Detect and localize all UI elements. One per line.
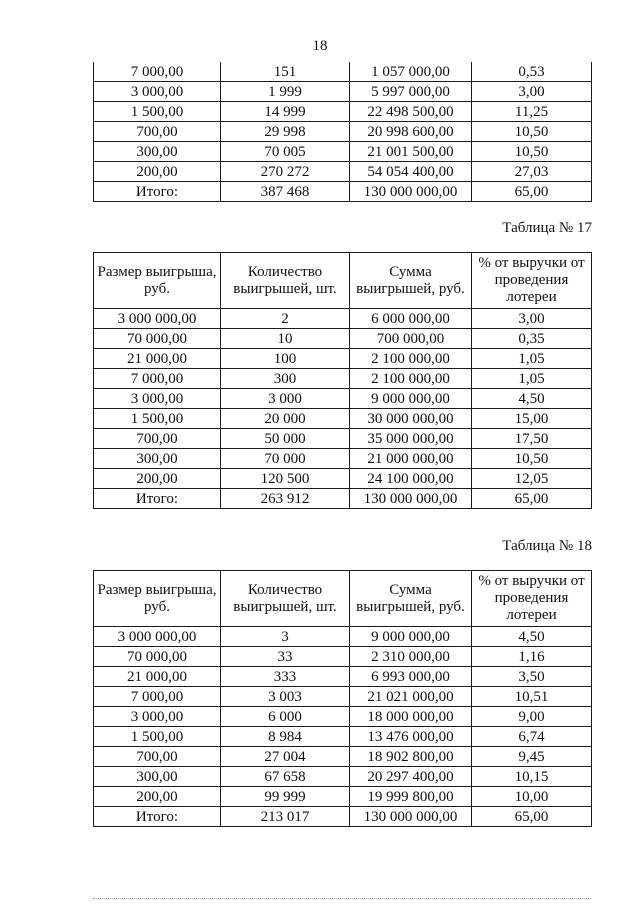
cell-prize-count: 270 272 (221, 162, 350, 182)
cell-revenue-percent: 3,00 (472, 309, 592, 329)
cell-prize-sum: 130 000 000,00 (350, 489, 472, 509)
table-row (94, 787, 592, 807)
cell-prize-count: 29 998 (221, 122, 350, 142)
cell-revenue-percent: 4,50 (472, 389, 592, 409)
table-row (94, 122, 592, 142)
header-revenue-percent: % от выручки от проведения лотереи (472, 253, 592, 309)
cell-prize-size: Итого: (94, 807, 221, 827)
cell-revenue-percent: 27,03 (472, 162, 592, 182)
cell-prize-count: 3 000 (221, 389, 350, 409)
cell-revenue-percent: 3,50 (472, 667, 592, 687)
cell-prize-size: 300,00 (94, 449, 221, 469)
cell-prize-size: Итого: (94, 182, 221, 202)
cell-revenue-percent: 12,05 (472, 469, 592, 489)
cell-prize-size: 1 500,00 (94, 727, 221, 747)
prize-table-18 (93, 570, 592, 827)
table-row (94, 329, 592, 349)
cell-prize-count: 14 999 (221, 102, 350, 122)
header-revenue-percent: % от выручки от проведения лотереи (472, 571, 592, 627)
cell-prize-sum: 9 000 000,00 (350, 627, 472, 647)
cell-revenue-percent: 65,00 (472, 489, 592, 509)
cell-prize-sum: 2 100 000,00 (350, 369, 472, 389)
cell-prize-count: 6 000 (221, 707, 350, 727)
prize-table-continued-body (94, 62, 592, 202)
header-prize-count: Количество выигрышей, шт. (221, 571, 350, 627)
cell-prize-count: 213 017 (221, 807, 350, 827)
cell-revenue-percent: 1,05 (472, 369, 592, 389)
cell-prize-count: 33 (221, 647, 350, 667)
table-row (94, 409, 592, 429)
table-header-row (94, 571, 592, 627)
page-number: 18 (312, 38, 328, 54)
prize-table-17-body (94, 309, 592, 509)
cell-prize-count: 99 999 (221, 787, 350, 807)
cell-prize-size: 21 000,00 (94, 349, 221, 369)
table-row (94, 369, 592, 389)
table-17-caption: Таблица № 17 (502, 220, 592, 236)
cell-prize-sum: 9 000 000,00 (350, 389, 472, 409)
cell-prize-sum: 21 000 000,00 (350, 449, 472, 469)
header-prize-size: Размер выигрыша, руб. (94, 253, 221, 309)
cell-prize-size: 300,00 (94, 142, 221, 162)
cell-prize-sum: 21 001 500,00 (350, 142, 472, 162)
cell-prize-sum: 1 057 000,00 (350, 62, 472, 82)
cell-prize-count: 100 (221, 349, 350, 369)
table-total-row (94, 489, 592, 509)
cell-revenue-percent: 15,00 (472, 409, 592, 429)
cell-prize-count: 1 999 (221, 82, 350, 102)
cell-prize-count: 3 (221, 627, 350, 647)
cell-prize-size: 700,00 (94, 429, 221, 449)
prize-table-continued (93, 62, 592, 202)
table-row (94, 349, 592, 369)
cell-prize-sum: 20 297 400,00 (350, 767, 472, 787)
cell-prize-count: 263 912 (221, 489, 350, 509)
table-row (94, 469, 592, 489)
table-row (94, 389, 592, 409)
cell-prize-sum: 2 100 000,00 (350, 349, 472, 369)
cell-prize-count: 300 (221, 369, 350, 389)
cell-revenue-percent: 4,50 (472, 627, 592, 647)
cell-prize-size: 200,00 (94, 469, 221, 489)
table-row (94, 142, 592, 162)
cell-prize-count: 70 005 (221, 142, 350, 162)
table-18-caption: Таблица № 18 (502, 538, 592, 554)
cell-prize-size: 700,00 (94, 747, 221, 767)
cell-prize-count: 27 004 (221, 747, 350, 767)
cell-prize-sum: 6 993 000,00 (350, 667, 472, 687)
cell-prize-count: 20 000 (221, 409, 350, 429)
cell-prize-size: 21 000,00 (94, 667, 221, 687)
cell-prize-sum: 35 000 000,00 (350, 429, 472, 449)
table-header-row (94, 253, 592, 309)
cell-prize-size: 3 000,00 (94, 82, 221, 102)
cell-prize-sum: 21 021 000,00 (350, 687, 472, 707)
cell-prize-count: 2 (221, 309, 350, 329)
table-row (94, 647, 592, 667)
cell-prize-sum: 130 000 000,00 (350, 182, 472, 202)
cell-prize-size: 700,00 (94, 122, 221, 142)
table-row (94, 62, 592, 82)
header-prize-sum: Сумма выигрышей, руб. (350, 253, 472, 309)
cell-prize-size: 3 000,00 (94, 707, 221, 727)
cell-revenue-percent: 10,51 (472, 687, 592, 707)
cell-revenue-percent: 9,00 (472, 707, 592, 727)
cell-prize-sum: 18 902 800,00 (350, 747, 472, 767)
cell-prize-size: Итого: (94, 489, 221, 509)
cell-prize-count: 8 984 (221, 727, 350, 747)
cell-prize-size: 70 000,00 (94, 329, 221, 349)
header-prize-sum: Сумма выигрышей, руб. (350, 571, 472, 627)
cell-prize-size: 7 000,00 (94, 687, 221, 707)
cell-prize-sum: 19 999 800,00 (350, 787, 472, 807)
table-row (94, 747, 592, 767)
table-row (94, 449, 592, 469)
cell-prize-count: 333 (221, 667, 350, 687)
cell-prize-count: 50 000 (221, 429, 350, 449)
cell-revenue-percent: 0,53 (472, 62, 592, 82)
cell-prize-sum: 6 000 000,00 (350, 309, 472, 329)
cell-revenue-percent: 11,25 (472, 102, 592, 122)
cell-prize-size: 300,00 (94, 767, 221, 787)
table-row (94, 162, 592, 182)
table-total-row (94, 182, 592, 202)
cell-prize-size: 70 000,00 (94, 647, 221, 667)
cell-prize-count: 10 (221, 329, 350, 349)
cell-prize-count: 70 000 (221, 449, 350, 469)
table-row (94, 767, 592, 787)
cell-prize-sum: 700 000,00 (350, 329, 472, 349)
table-row (94, 102, 592, 122)
cell-revenue-percent: 3,00 (472, 82, 592, 102)
cell-revenue-percent: 17,50 (472, 429, 592, 449)
cell-revenue-percent: 10,00 (472, 787, 592, 807)
cell-prize-sum: 30 000 000,00 (350, 409, 472, 429)
table-row (94, 707, 592, 727)
cell-revenue-percent: 1,16 (472, 647, 592, 667)
header-prize-count: Количество выигрышей, шт. (221, 253, 350, 309)
cell-prize-size: 1 500,00 (94, 102, 221, 122)
cell-prize-size: 3 000,00 (94, 389, 221, 409)
cell-revenue-percent: 65,00 (472, 182, 592, 202)
cell-revenue-percent: 65,00 (472, 807, 592, 827)
cell-prize-size: 3 000 000,00 (94, 627, 221, 647)
cell-revenue-percent: 1,05 (472, 349, 592, 369)
cell-prize-sum: 130 000 000,00 (350, 807, 472, 827)
page-bottom-rule (93, 898, 591, 899)
table-row (94, 309, 592, 329)
table-row (94, 727, 592, 747)
cell-prize-size: 1 500,00 (94, 409, 221, 429)
cell-revenue-percent: 10,50 (472, 122, 592, 142)
cell-prize-size: 200,00 (94, 787, 221, 807)
cell-prize-sum: 22 498 500,00 (350, 102, 472, 122)
cell-prize-sum: 5 997 000,00 (350, 82, 472, 102)
prize-table-17 (93, 252, 592, 509)
prize-table-18-body (94, 627, 592, 827)
cell-revenue-percent: 0,35 (472, 329, 592, 349)
cell-prize-sum: 13 476 000,00 (350, 727, 472, 747)
cell-prize-size: 7 000,00 (94, 369, 221, 389)
table-row (94, 82, 592, 102)
cell-revenue-percent: 6,74 (472, 727, 592, 747)
cell-revenue-percent: 9,45 (472, 747, 592, 767)
cell-revenue-percent: 10,50 (472, 142, 592, 162)
cell-prize-sum: 2 310 000,00 (350, 647, 472, 667)
table-row (94, 627, 592, 647)
table-row (94, 667, 592, 687)
cell-prize-size: 7 000,00 (94, 62, 221, 82)
cell-prize-count: 151 (221, 62, 350, 82)
cell-prize-sum: 18 000 000,00 (350, 707, 472, 727)
cell-prize-count: 387 468 (221, 182, 350, 202)
table-row (94, 429, 592, 449)
cell-prize-sum: 24 100 000,00 (350, 469, 472, 489)
table-row (94, 687, 592, 707)
cell-prize-sum: 54 054 400,00 (350, 162, 472, 182)
cell-prize-count: 120 500 (221, 469, 350, 489)
cell-revenue-percent: 10,15 (472, 767, 592, 787)
table-total-row (94, 807, 592, 827)
header-prize-size: Размер выигрыша, руб. (94, 571, 221, 627)
cell-prize-count: 3 003 (221, 687, 350, 707)
cell-prize-count: 67 658 (221, 767, 350, 787)
cell-revenue-percent: 10,50 (472, 449, 592, 469)
cell-prize-sum: 20 998 600,00 (350, 122, 472, 142)
cell-prize-size: 3 000 000,00 (94, 309, 221, 329)
cell-prize-size: 200,00 (94, 162, 221, 182)
